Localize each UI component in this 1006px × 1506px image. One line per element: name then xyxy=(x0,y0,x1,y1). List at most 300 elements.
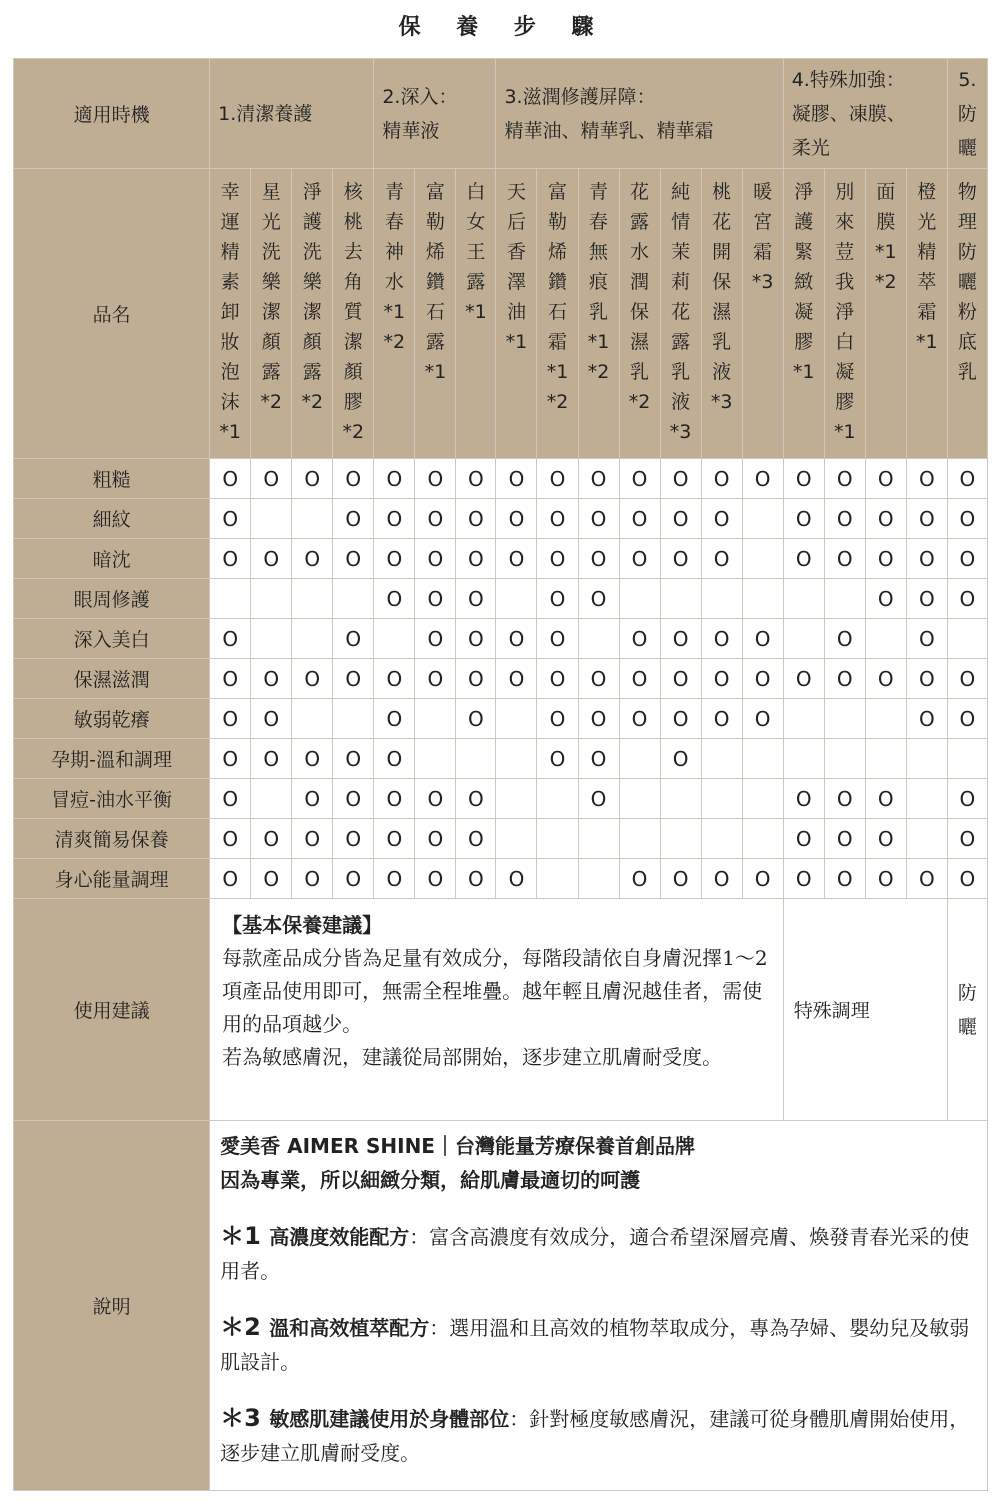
product-name-text: 淨 護 洗 樂 潔 顏 露 *2 xyxy=(301,181,324,413)
footnote-title: 敏感肌建議使用於身體部位 xyxy=(269,1407,510,1431)
product-name-text: 富 勒 烯 鑽 石 露 *1 xyxy=(424,181,447,383)
product-name xyxy=(742,169,783,459)
suitability-mark: O xyxy=(537,659,578,699)
suitability-mark: O xyxy=(824,659,865,699)
suitability-mark: O xyxy=(578,659,619,699)
suitability-mark: O xyxy=(660,539,701,579)
suitability-mark xyxy=(701,819,742,859)
suitability-mark: O xyxy=(374,579,415,619)
suitability-mark: O xyxy=(333,779,374,819)
product-name-text: 桃 花 開 保 濕 乳 液 *3 xyxy=(710,181,733,413)
suitability-mark: O xyxy=(619,659,660,699)
suitability-mark: O xyxy=(906,459,947,499)
product-name xyxy=(496,169,537,459)
suitability-mark xyxy=(742,739,783,779)
suitability-mark xyxy=(660,819,701,859)
suitability-mark: O xyxy=(251,699,292,739)
suitability-mark xyxy=(701,579,742,619)
suitability-mark: O xyxy=(456,819,496,859)
notes-row xyxy=(14,1121,988,1491)
concern-label: 細紋 xyxy=(14,499,210,539)
suitability-mark xyxy=(292,499,333,539)
suitability-mark: O xyxy=(210,779,251,819)
suitability-mark: O xyxy=(456,859,496,899)
suitability-mark: O xyxy=(456,699,496,739)
product-name-text: 橙 光 精 萃 霜 *1 xyxy=(916,181,938,353)
suitability-mark xyxy=(415,739,456,779)
suitability-mark: O xyxy=(783,859,824,899)
step-category-3: 3.滋潤修護屏障： 精華油、精華乳、精華霜 xyxy=(496,59,783,169)
suitability-mark: O xyxy=(292,739,333,779)
suitability-mark xyxy=(947,739,987,779)
footnote-2 xyxy=(220,1310,977,1379)
product-name xyxy=(292,169,333,459)
product-name xyxy=(210,169,251,459)
suitability-mark xyxy=(578,619,619,659)
suitability-mark xyxy=(783,619,824,659)
special-care-text: 特殊調理 xyxy=(783,899,947,1121)
footnote-3 xyxy=(220,1401,977,1470)
product-name-text: 暖 宮 霜 *3 xyxy=(751,181,774,293)
table-row xyxy=(14,539,988,579)
suitability-mark: O xyxy=(947,579,987,619)
suitability-mark: O xyxy=(701,499,742,539)
suitability-mark: O xyxy=(824,459,865,499)
table-row xyxy=(14,659,988,699)
skincare-steps-table xyxy=(13,58,988,1491)
suitability-mark: O xyxy=(292,819,333,859)
suitability-mark: O xyxy=(456,539,496,579)
suitability-mark: O xyxy=(210,739,251,779)
suitability-mark: O xyxy=(742,699,783,739)
suitability-mark xyxy=(865,699,906,739)
suitability-mark xyxy=(619,739,660,779)
suitability-mark: O xyxy=(619,619,660,659)
suitability-mark: O xyxy=(210,859,251,899)
suitability-mark: O xyxy=(333,819,374,859)
suitability-mark xyxy=(292,619,333,659)
advice-heading: 【基本保養建議】 xyxy=(222,913,383,937)
suitability-mark: O xyxy=(456,619,496,659)
product-name-label: 品名 xyxy=(14,169,210,459)
suitability-mark xyxy=(742,499,783,539)
product-name-text: 核 桃 去 角 質 潔 顏 膠 *2 xyxy=(342,181,365,443)
table-row xyxy=(14,459,988,499)
suitability-mark xyxy=(824,579,865,619)
suitability-mark xyxy=(865,739,906,779)
suitability-mark: O xyxy=(251,539,292,579)
suitability-mark: O xyxy=(906,579,947,619)
suitability-mark: O xyxy=(865,819,906,859)
suitability-mark: O xyxy=(906,699,947,739)
suitability-mark: O xyxy=(947,539,987,579)
suitability-mark xyxy=(496,699,537,739)
product-name xyxy=(865,169,906,459)
suitability-mark: O xyxy=(824,779,865,819)
concern-label: 暗沈 xyxy=(14,539,210,579)
suitability-mark: O xyxy=(947,779,987,819)
product-name xyxy=(333,169,374,459)
suitability-mark: O xyxy=(701,659,742,699)
suitability-mark xyxy=(251,499,292,539)
suitability-mark xyxy=(578,819,619,859)
product-name-text: 青 春 無 痕 乳 *1 *2 xyxy=(587,181,610,383)
table-row xyxy=(14,739,988,779)
suitability-mark xyxy=(947,619,987,659)
suitability-mark: O xyxy=(906,619,947,659)
suitability-mark xyxy=(456,739,496,779)
suitability-mark: O xyxy=(251,459,292,499)
suitability-mark: O xyxy=(906,539,947,579)
suitability-mark: O xyxy=(374,819,415,859)
suitability-mark: O xyxy=(537,619,578,659)
suitability-mark: O xyxy=(947,699,987,739)
product-name xyxy=(251,169,292,459)
advice-paragraph: 若為敏感膚況，建議從局部開始，逐步建立肌膚耐受度。 xyxy=(222,1045,723,1069)
suitability-mark xyxy=(537,819,578,859)
footnote-title: 溫和高效植萃配方 xyxy=(269,1316,430,1340)
product-name-text: 幸 運 精 素 卸 妝 泡 沫 *1 xyxy=(219,181,241,443)
suitability-mark: O xyxy=(865,579,906,619)
footnote-1 xyxy=(220,1219,977,1288)
suitability-mark: O xyxy=(374,459,415,499)
product-name xyxy=(906,169,947,459)
suitability-mark: O xyxy=(742,659,783,699)
suitability-mark: O xyxy=(456,579,496,619)
timing-label: 適用時機 xyxy=(14,59,210,169)
suitability-mark: O xyxy=(537,739,578,779)
suitability-mark: O xyxy=(578,699,619,739)
concern-label: 敏弱乾癢 xyxy=(14,699,210,739)
product-name xyxy=(824,169,865,459)
suitability-mark: O xyxy=(333,539,374,579)
suitability-mark xyxy=(783,739,824,779)
suitability-mark: O xyxy=(578,539,619,579)
suitability-mark: O xyxy=(374,539,415,579)
product-name-text: 淨 護 緊 緻 凝 膠 *1 xyxy=(792,181,815,383)
suitability-mark: O xyxy=(537,539,578,579)
suitability-mark: O xyxy=(865,499,906,539)
product-name xyxy=(415,169,456,459)
suitability-mark xyxy=(210,579,251,619)
suitability-mark: O xyxy=(333,659,374,699)
advice-paragraph: 每款產品成分皆為足量有效成分，每階段請依自身膚況擇1～2項產品使用即可，無需全程堆疊。越年輕且膚況越佳者，需使用的品項越少。 xyxy=(222,946,768,1036)
suitability-mark: O xyxy=(824,859,865,899)
suitability-mark: O xyxy=(619,499,660,539)
sun-protection-text: 防 曬 xyxy=(947,899,987,1121)
suitability-mark: O xyxy=(374,859,415,899)
suitability-mark: O xyxy=(906,499,947,539)
suitability-mark: O xyxy=(251,739,292,779)
suitability-mark: O xyxy=(660,699,701,739)
suitability-mark xyxy=(783,579,824,619)
table-row xyxy=(14,619,988,659)
suitability-mark: O xyxy=(824,819,865,859)
concern-label: 粗糙 xyxy=(14,459,210,499)
suitability-mark xyxy=(660,579,701,619)
suitability-mark: O xyxy=(292,779,333,819)
suitability-mark: O xyxy=(456,659,496,699)
suitability-mark xyxy=(783,699,824,739)
suitability-mark: O xyxy=(619,459,660,499)
suitability-mark: O xyxy=(496,499,537,539)
suitability-mark: O xyxy=(619,859,660,899)
suitability-mark: O xyxy=(415,499,456,539)
product-name xyxy=(701,169,742,459)
product-name xyxy=(783,169,824,459)
product-name xyxy=(537,169,578,459)
step-category-4: 4.特殊加強： 凝膠、凍膜、 柔光 xyxy=(783,59,947,169)
suitability-mark: O xyxy=(415,779,456,819)
suitability-mark: O xyxy=(947,499,987,539)
suitability-mark xyxy=(742,539,783,579)
suitability-mark: O xyxy=(456,459,496,499)
suitability-mark: O xyxy=(496,459,537,499)
concern-label: 孕期-溫和調理 xyxy=(14,739,210,779)
suitability-mark: O xyxy=(537,459,578,499)
suitability-mark: O xyxy=(210,459,251,499)
suitability-mark: O xyxy=(660,859,701,899)
suitability-mark: O xyxy=(292,459,333,499)
product-name xyxy=(660,169,701,459)
suitability-mark: O xyxy=(251,659,292,699)
suitability-mark: O xyxy=(865,859,906,899)
suitability-mark xyxy=(660,779,701,819)
suitability-mark: O xyxy=(947,819,987,859)
suitability-mark: O xyxy=(333,739,374,779)
suitability-mark: O xyxy=(660,459,701,499)
suitability-mark: O xyxy=(619,539,660,579)
suitability-mark xyxy=(537,859,578,899)
product-name-text: 面 膜 *1 *2 xyxy=(874,181,897,293)
product-name-text: 天 后 香 澤 油 *1 xyxy=(505,181,528,353)
suitability-mark: O xyxy=(210,699,251,739)
suitability-mark xyxy=(824,699,865,739)
product-name-text: 物 理 防 曬 粉 底 乳 xyxy=(957,181,977,383)
suitability-mark: O xyxy=(496,619,537,659)
suitability-mark: O xyxy=(292,859,333,899)
table-row xyxy=(14,859,988,899)
suitability-mark xyxy=(742,579,783,619)
table-row xyxy=(14,499,988,539)
step-category-2: 2.深入： 精華液 xyxy=(374,59,496,169)
suitability-mark: O xyxy=(456,779,496,819)
suitability-mark: O xyxy=(783,659,824,699)
suitability-mark: O xyxy=(496,659,537,699)
suitability-mark: O xyxy=(865,659,906,699)
suitability-mark: O xyxy=(415,859,456,899)
suitability-mark: O xyxy=(210,539,251,579)
suitability-mark xyxy=(906,739,947,779)
suitability-mark: O xyxy=(865,539,906,579)
suitability-mark xyxy=(496,779,537,819)
suitability-mark: O xyxy=(333,859,374,899)
concern-label: 眼周修護 xyxy=(14,579,210,619)
product-name-text: 別 來 荳 我 淨 白 凝 膠 *1 xyxy=(833,181,856,443)
suitability-mark: O xyxy=(701,859,742,899)
footnote-marker: ＊1 xyxy=(220,1222,270,1250)
step-category-5: 5. 防 曬 xyxy=(947,59,987,169)
suitability-mark xyxy=(251,779,292,819)
suitability-mark: O xyxy=(783,539,824,579)
notes-content xyxy=(210,1121,988,1491)
suitability-mark: O xyxy=(415,459,456,499)
suitability-mark: O xyxy=(660,499,701,539)
suitability-mark: O xyxy=(374,499,415,539)
suitability-mark: O xyxy=(865,779,906,819)
suitability-mark: O xyxy=(333,499,374,539)
suitability-mark xyxy=(292,579,333,619)
suitability-mark xyxy=(701,739,742,779)
footnote-text: ：選用溫和且高效的植物萃取成分，專為孕婦、嬰幼兒及敏弱肌設計。 xyxy=(220,1316,970,1374)
product-name-text: 星 光 洗 樂 潔 顏 露 *2 xyxy=(260,181,283,413)
suitability-mark xyxy=(701,779,742,819)
suitability-mark xyxy=(333,579,374,619)
suitability-mark xyxy=(619,779,660,819)
suitability-mark: O xyxy=(292,659,333,699)
suitability-mark: O xyxy=(783,779,824,819)
suitability-mark: O xyxy=(578,779,619,819)
footnote-text: ：針對極度敏感膚況，建議可從身體肌膚開始使用，逐步建立肌膚耐受度。 xyxy=(220,1407,970,1465)
suitability-mark: O xyxy=(415,659,456,699)
product-name-text: 富 勒 烯 鑽 石 霜 *1 *2 xyxy=(546,181,569,413)
suitability-mark: O xyxy=(578,459,619,499)
suitability-mark: O xyxy=(701,459,742,499)
suitability-mark xyxy=(619,579,660,619)
suitability-mark: O xyxy=(578,739,619,779)
suitability-mark xyxy=(415,699,456,739)
suitability-mark: O xyxy=(415,579,456,619)
suitability-mark xyxy=(906,779,947,819)
suitability-mark xyxy=(824,739,865,779)
product-name xyxy=(578,169,619,459)
basic-advice xyxy=(210,899,784,1121)
suitability-mark: O xyxy=(210,499,251,539)
suitability-mark xyxy=(374,619,415,659)
suitability-mark: O xyxy=(906,659,947,699)
suitability-mark: O xyxy=(537,699,578,739)
suitability-mark: O xyxy=(374,779,415,819)
advice-row xyxy=(14,899,988,1121)
table-row xyxy=(14,699,988,739)
suitability-mark: O xyxy=(660,739,701,779)
suitability-mark: O xyxy=(333,619,374,659)
suitability-mark: O xyxy=(947,859,987,899)
suitability-mark: O xyxy=(374,659,415,699)
suitability-mark xyxy=(496,819,537,859)
suitability-mark xyxy=(251,579,292,619)
suitability-mark: O xyxy=(251,819,292,859)
suitability-mark: O xyxy=(537,499,578,539)
table-row xyxy=(14,779,988,819)
suitability-mark: O xyxy=(701,539,742,579)
step-category-1: 1.清潔養護 xyxy=(210,59,374,169)
page-title: 保 養 步 驟 xyxy=(398,15,608,40)
suitability-mark: O xyxy=(660,659,701,699)
brand-tagline: 因為專業，所以細緻分類，給肌膚最適切的呵護 xyxy=(220,1168,641,1192)
product-name-text: 青 春 神 水 *1 *2 xyxy=(383,181,406,353)
suitability-mark xyxy=(333,699,374,739)
table-row xyxy=(14,819,988,859)
suitability-mark: O xyxy=(251,859,292,899)
suitability-mark: O xyxy=(456,499,496,539)
suitability-mark xyxy=(742,779,783,819)
concern-label: 深入美白 xyxy=(14,619,210,659)
suitability-mark: O xyxy=(783,459,824,499)
suitability-mark: O xyxy=(415,539,456,579)
suitability-mark xyxy=(537,779,578,819)
footnote-marker: ＊3 xyxy=(220,1404,270,1432)
suitability-mark: O xyxy=(701,619,742,659)
suitability-mark: O xyxy=(415,619,456,659)
footnote-title: 高濃度效能配方 xyxy=(269,1225,410,1249)
suitability-mark: O xyxy=(660,619,701,659)
suitability-mark: O xyxy=(947,659,987,699)
suitability-mark: O xyxy=(578,499,619,539)
suitability-mark: O xyxy=(742,859,783,899)
suitability-mark: O xyxy=(742,619,783,659)
product-name xyxy=(947,169,987,459)
suitability-mark: O xyxy=(824,499,865,539)
suitability-mark xyxy=(906,819,947,859)
suitability-mark xyxy=(865,619,906,659)
suitability-mark: O xyxy=(824,539,865,579)
suitability-mark xyxy=(496,579,537,619)
suitability-mark xyxy=(578,859,619,899)
suitability-mark xyxy=(619,819,660,859)
suitability-mark: O xyxy=(210,659,251,699)
product-name xyxy=(374,169,415,459)
product-name xyxy=(619,169,660,459)
suitability-mark: O xyxy=(947,459,987,499)
suitability-mark: O xyxy=(374,699,415,739)
suitability-mark: O xyxy=(701,699,742,739)
suitability-mark: O xyxy=(496,539,537,579)
brand-line: 愛美香 AIMER SHINE｜台灣能量芳療保養首創品牌 xyxy=(220,1134,695,1158)
suitability-mark: O xyxy=(906,859,947,899)
product-name xyxy=(456,169,496,459)
suitability-mark: O xyxy=(210,619,251,659)
suitability-mark: O xyxy=(210,819,251,859)
suitability-mark: O xyxy=(415,819,456,859)
advice-label: 使用建議 xyxy=(14,899,210,1121)
suitability-mark xyxy=(742,819,783,859)
suitability-mark: O xyxy=(783,499,824,539)
concern-label: 清爽簡易保養 xyxy=(14,819,210,859)
suitability-mark: O xyxy=(333,459,374,499)
suitability-mark xyxy=(251,619,292,659)
suitability-mark: O xyxy=(537,579,578,619)
suitability-mark: O xyxy=(578,579,619,619)
product-name-text: 花 露 水 潤 保 濕 乳 *2 xyxy=(628,181,651,413)
notes-label: 說明 xyxy=(14,1121,210,1491)
concern-label: 身心能量調理 xyxy=(14,859,210,899)
suitability-mark: O xyxy=(619,699,660,739)
product-name-text: 純 情 茉 莉 花 露 乳 液 *3 xyxy=(669,181,692,443)
concern-label: 保濕滋潤 xyxy=(14,659,210,699)
product-name-text: 白 女 王 露 *1 xyxy=(465,181,487,323)
suitability-mark xyxy=(292,699,333,739)
suitability-mark: O xyxy=(374,739,415,779)
suitability-mark: O xyxy=(742,459,783,499)
suitability-mark: O xyxy=(292,539,333,579)
footnote-text: ：富含高濃度有效成分，適合希望深層亮膚、煥發青春光采的使用者。 xyxy=(220,1225,970,1283)
footnote-marker: ＊2 xyxy=(220,1313,270,1341)
concern-label: 冒痘-油水平衡 xyxy=(14,779,210,819)
suitability-mark: O xyxy=(865,459,906,499)
suitability-mark: O xyxy=(783,819,824,859)
suitability-mark: O xyxy=(496,859,537,899)
